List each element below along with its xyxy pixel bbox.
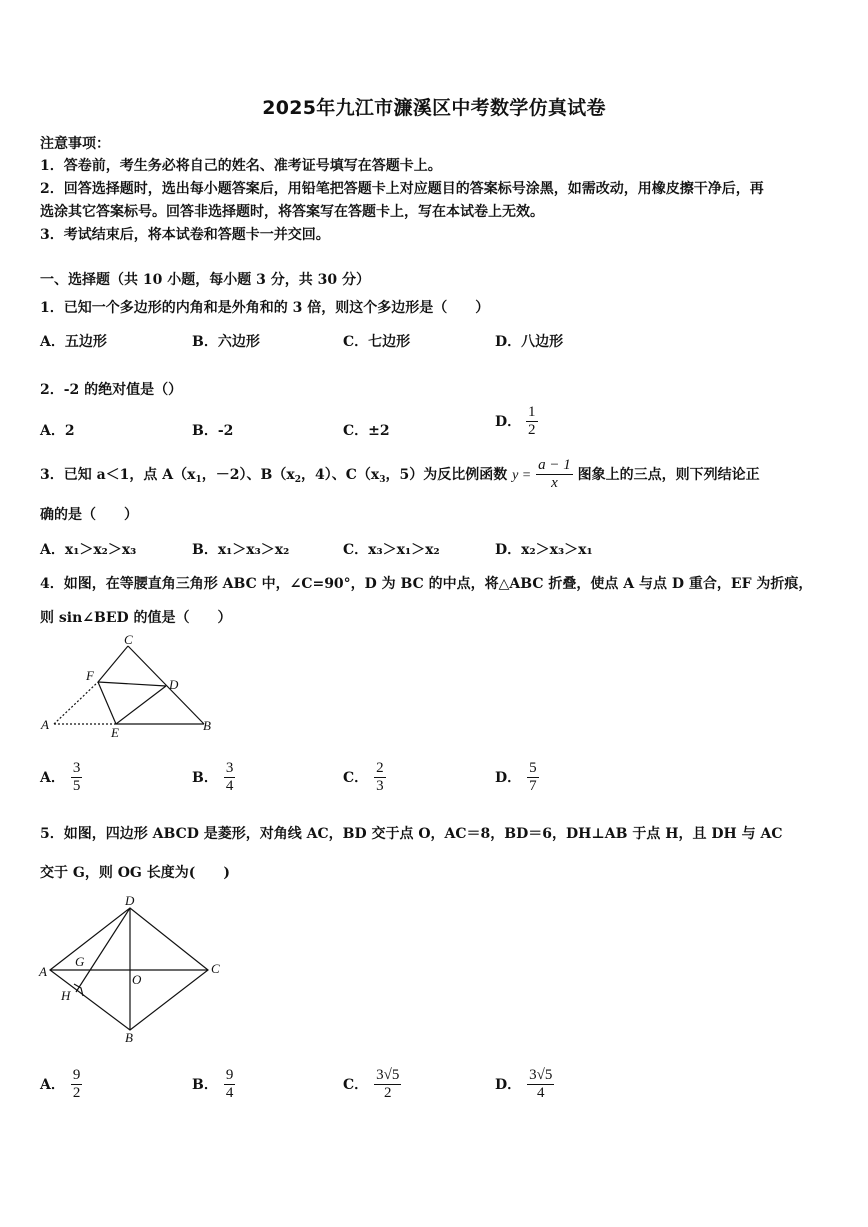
notice-item-1: 1．答卷前，考生务必将自己的姓名、准考证号填写在答题卡上。 — [40, 158, 442, 174]
option-fraction — [71, 1067, 83, 1103]
fraction-denominator: 4 — [225, 778, 234, 795]
option-label: B． — [192, 1076, 218, 1093]
q3-stem-part: ，4）、C（x — [300, 466, 380, 483]
fraction-denominator: 2 — [384, 1085, 392, 1102]
q4-option-a[interactable] — [40, 760, 82, 796]
q5-option-c[interactable] — [343, 1067, 401, 1103]
q3-stem-line2: 确的是（ ） — [40, 507, 138, 523]
fraction-numerator: 3 — [224, 760, 236, 778]
q2-option-b[interactable]: B．-2 — [192, 423, 234, 439]
q4-dotted-af — [54, 682, 98, 724]
option-label: C． — [343, 1076, 369, 1093]
fraction-denominator: x — [551, 475, 558, 492]
q3-stem-part: 图象上的三点，则下列结论正 — [577, 466, 760, 483]
fraction-numerator: 2 — [374, 760, 386, 778]
q2-option-c[interactable]: C．±2 — [343, 423, 390, 439]
option-fraction — [374, 760, 386, 796]
fraction-denominator: 2 — [528, 422, 536, 439]
q5-stem-line1: 5．如图，四边形 ABCD 是菱形，对角线 AC，BD 交于点 O，AC＝8，BD＝6，DH⊥AB 于点 H，且 DH 与 AC — [40, 826, 783, 842]
section-heading: 一、选择题（共 10 小题，每小题 3 分，共 30 分） — [40, 272, 370, 288]
q3-option-d[interactable]: D．x₂＞x₃＞x₁ — [495, 542, 593, 558]
q4-label-c: C — [124, 634, 133, 647]
fraction-denominator: 7 — [529, 778, 537, 795]
q2-option-d[interactable] — [495, 404, 538, 440]
q4-option-b[interactable] — [192, 760, 235, 796]
q4-stem-line2: 则 sin∠BED 的值是（ ） — [40, 610, 232, 626]
q3-option-a[interactable]: A．x₁＞x₂＞x₃ — [40, 542, 137, 558]
q2-stem: 2．-2 的绝对值是（） — [40, 382, 183, 398]
option-label: A． — [40, 769, 65, 786]
q2-option-a[interactable]: A．2 — [40, 423, 75, 439]
option-label: B． — [192, 769, 218, 786]
q3-stem-part: 3．已知 a＜1，点 A（x — [40, 466, 196, 483]
fraction-numerator: 9 — [71, 1067, 83, 1085]
option-fraction — [224, 760, 236, 796]
q5-option-d[interactable] — [495, 1067, 554, 1103]
q5-label-d: D — [125, 894, 135, 908]
q4-label-a: A — [41, 717, 49, 732]
q1-option-a[interactable]: A．五边形 — [40, 334, 107, 350]
q3-option-b[interactable]: B．x₁＞x₃＞x₂ — [192, 542, 290, 558]
q2-option-d-fraction — [526, 404, 538, 440]
function-y: y = — [512, 467, 532, 483]
option-fraction — [527, 1067, 554, 1103]
notice-item-2: 2．回答选择题时，选出每小题答案后，用铅笔把答题卡上对应题目的答案标号涂黑，如需改动，用橡皮擦干净后，再 — [40, 181, 764, 197]
q4-label-e: E — [111, 725, 119, 740]
q5-segment-dh — [76, 908, 130, 992]
notice-item-2-cont: 选涂其它答案标号。回答非选择题时，将答案写在答题卡上，写在本试卷上无效。 — [40, 204, 544, 220]
fraction-denominator: 4 — [537, 1085, 545, 1102]
notice-item-3: 3．考试结束后，将本试卷和答题卡一并交回。 — [40, 227, 330, 243]
option-label: D． — [495, 769, 522, 786]
fraction-numerator: 3 — [71, 760, 83, 778]
option-fraction — [71, 760, 83, 796]
q4-figure — [36, 634, 226, 744]
fraction-denominator: 5 — [72, 778, 81, 795]
q5-option-a[interactable] — [40, 1067, 82, 1103]
q4-option-d[interactable] — [495, 760, 539, 796]
option-label: C． — [343, 769, 369, 786]
q5-label-o: O — [132, 972, 142, 987]
q4-segment-fd — [98, 682, 166, 686]
q5-stem-line2: 交于 G，则 OG 长度为( ) — [40, 865, 230, 881]
q3-option-c[interactable]: C．x₃＞x₁＞x₂ — [343, 542, 440, 558]
q1-stem: 1．已知一个多边形的内角和是外角和的 3 倍，则这个多边形是（ ） — [40, 300, 490, 316]
q5-figure — [36, 894, 236, 1052]
q5-rhombus — [50, 908, 208, 1030]
q5-label-a: A — [39, 964, 47, 979]
q5-label-h: H — [61, 988, 71, 1003]
q4-segment-fe — [98, 682, 116, 724]
subscript: 1 — [195, 474, 202, 485]
q5-label-c: C — [211, 961, 220, 976]
fraction-numerator: 5 — [527, 760, 539, 778]
q4-label-b: B — [203, 718, 211, 733]
fraction-numerator: 3√5 — [374, 1067, 401, 1085]
subscript: 2 — [294, 474, 301, 485]
fraction-numerator: a − 1 — [536, 457, 573, 475]
subscript: 3 — [379, 474, 386, 485]
q4-label-d: D — [169, 677, 179, 692]
q2-option-d-label: D． — [495, 413, 522, 430]
q1-option-c[interactable]: C．七边形 — [343, 334, 411, 350]
q5-option-b[interactable] — [192, 1067, 235, 1103]
fraction-denominator: 4 — [225, 1085, 234, 1102]
option-fraction — [374, 1067, 401, 1103]
q5-label-b: B — [125, 1030, 133, 1045]
q1-option-d[interactable]: D．八边形 — [495, 334, 564, 350]
fraction-numerator: 9 — [224, 1067, 236, 1085]
fraction-numerator: 3√5 — [527, 1067, 554, 1085]
page-title: 2025年九江市濂溪区中考数学仿真试卷 — [262, 97, 606, 119]
option-fraction — [224, 1067, 236, 1103]
q1-option-b[interactable]: B．六边形 — [192, 334, 260, 350]
notice-heading: 注意事项： — [40, 136, 110, 152]
option-label: A． — [40, 1076, 65, 1093]
option-fraction — [527, 760, 539, 796]
q3-stem-part: ，5）为反比例函数 — [385, 466, 508, 483]
q4-label-f: F — [86, 668, 94, 683]
q4-option-c[interactable] — [343, 760, 386, 796]
fraction-denominator: 2 — [72, 1085, 81, 1102]
q3-stem-part: ，－2）、B（x — [201, 466, 295, 483]
fraction-numerator: 1 — [526, 404, 538, 422]
q4-stem-line1: 4．如图，在等腰直角三角形 ABC 中，∠C=90°，D 为 BC 的中点，将△ABC 折叠，使点 A 与点 D 重合，EF 为折痕， — [40, 576, 813, 592]
q4-segment-fc — [98, 646, 128, 682]
q3-stem — [40, 457, 760, 493]
fraction-denominator: 3 — [376, 778, 384, 795]
option-label: D． — [495, 1076, 522, 1093]
function-fraction — [536, 457, 573, 493]
q4-segment-ed — [116, 686, 166, 724]
q5-label-g: G — [75, 954, 85, 969]
